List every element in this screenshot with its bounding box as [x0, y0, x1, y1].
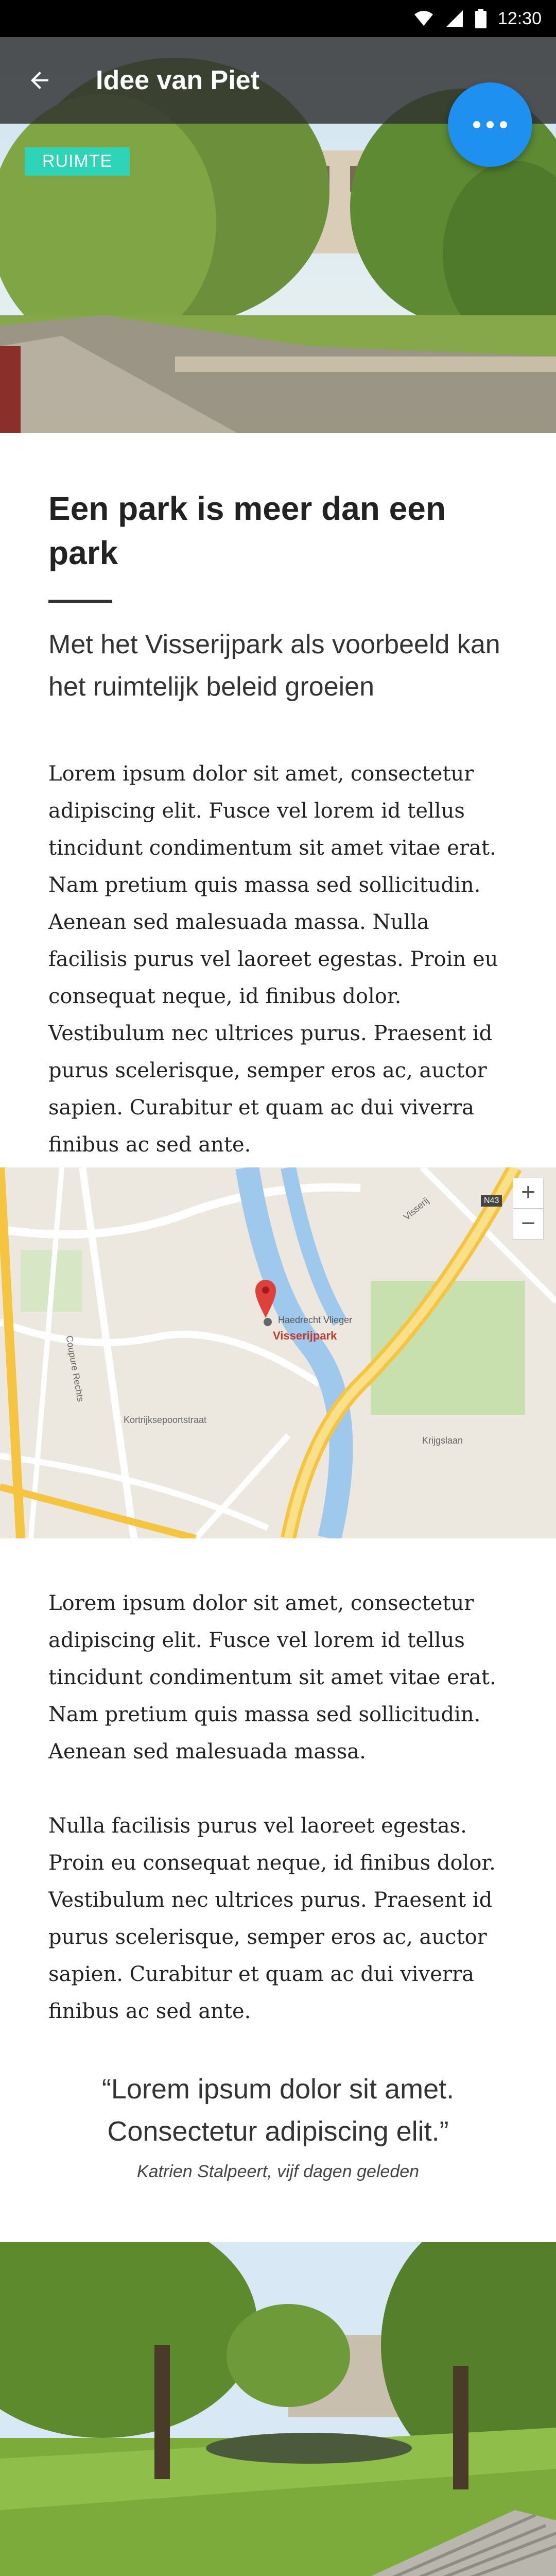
park-photo [0, 2242, 556, 2576]
map-zoom-out-button[interactable]: − [513, 1209, 544, 1240]
location-map[interactable] [0, 1167, 556, 1538]
article-paragraph-3: Nulla facilisis purus vel laoreet egestas. Proin eu consequat neque, id finibus dolor. Vestibulum nec ultrices purus. Praesent id purus scelerisque, semper eros ac, auctor sapien. Curabitur et quam ac dui viverra finibus ac sed ante. [48, 1814, 496, 2023]
headline-divider [48, 600, 112, 603]
app-title: Idee van Piet [96, 65, 259, 95]
map-road-badge: N43 [481, 1195, 502, 1207]
map-zoom-in-button[interactable]: + [513, 1178, 544, 1209]
arrow-back-icon [28, 68, 53, 93]
map-street-label: Visserij [401, 1195, 431, 1223]
quote-attribution: Katrien Stalpeert, vijf dagen geleden [136, 2162, 420, 2181]
map-street-label: Coupure Rechts [64, 1334, 86, 1403]
article-paragraph-2: Lorem ipsum dolor sit amet, consectetur adipiscing elit. Fusce vel lorem id tellus tincidunt condimentum sit amet vitae erat. Nam pretium quis massa sed sollicitudin. Aenean sed malesuada massa. [48, 1591, 496, 1764]
article-headline: Een park is meer dan een park [48, 490, 446, 571]
map-street-label: Kortrijksepoortstraat [124, 1415, 207, 1425]
more-dots-icon [470, 121, 510, 128]
wifi-icon [413, 10, 434, 27]
pull-quote: “Lorem ipsum dolor sit amet. Consectetur adipiscing elit.” [101, 2074, 455, 2147]
status-time: 12:30 [497, 8, 542, 28]
category-chip[interactable]: RUIMTE [25, 147, 130, 176]
signal-icon [445, 9, 464, 28]
more-options-fab[interactable] [448, 82, 532, 167]
article-paragraph-1: Lorem ipsum dolor sit amet, consectetur adipiscing elit. Fusce vel lorem id tellus tincidunt condimentum sit amet vitae erat. Nam pretium quis massa sed sollicitudin. Aenean sed malesuada massa. Nulla facilisis purus vel laoreet egestas. Proin eu consequat neque, id finibus dolor. Vestibulum nec ultrices purus. Praesent id purus scelerisque, semper eros ac, auctor sapien. Curabitur et quam ac dui viverra finibus ac sed ante. [48, 762, 498, 1157]
article-subtitle: Met het Visserijpark als voorbeeld kan het ruimtelijk beleid groeien [48, 630, 500, 702]
status-bar [0, 0, 556, 37]
back-button[interactable] [15, 56, 65, 105]
map-poi-label: Haedrecht Vlieger [278, 1315, 353, 1325]
map-marker-label: Visserijpark [273, 1329, 337, 1342]
map-street-label: Krijgslaan [422, 1435, 463, 1446]
battery-icon [475, 9, 486, 28]
